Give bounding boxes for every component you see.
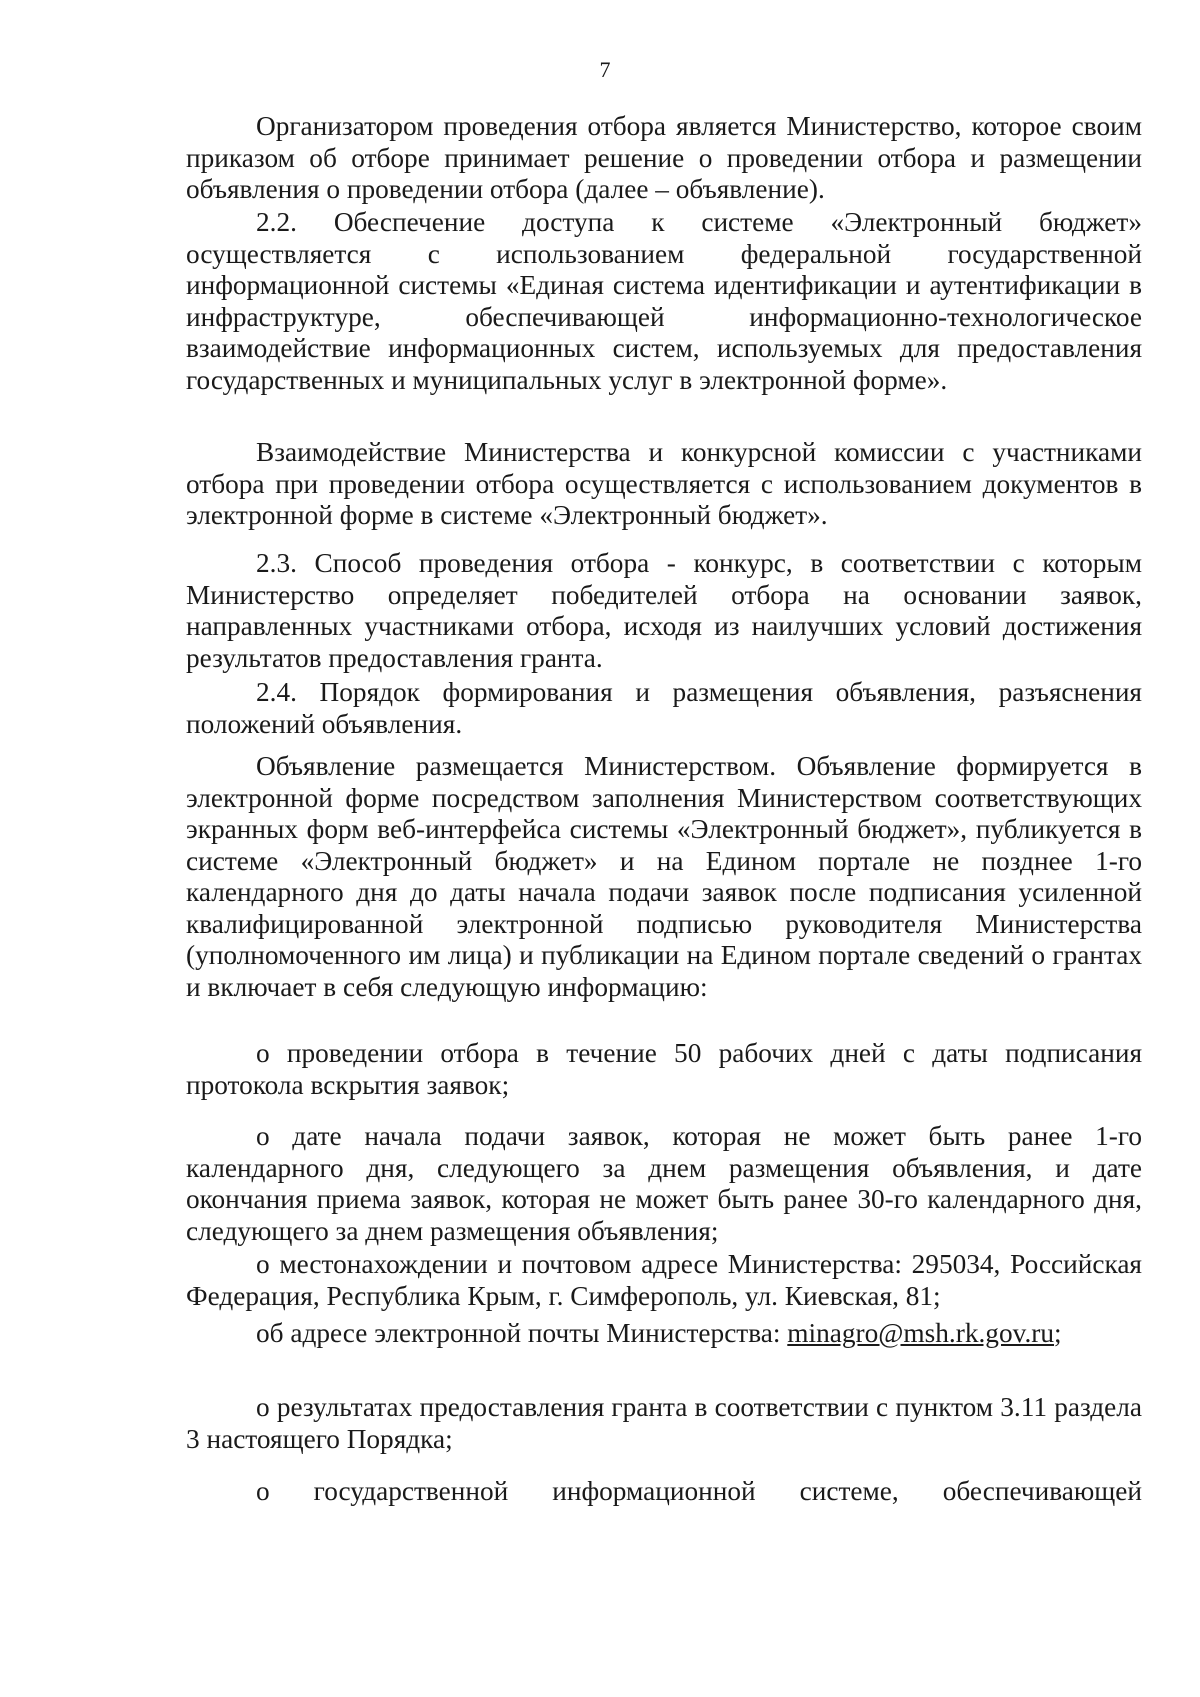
list-item-results: о результатах предоставления гранта в соответствии с пунктом 3.11 раздела 3 настоящего Порядка; <box>186 1392 1142 1454</box>
list-item-conduct: о проведении отбора в течение 50 рабочих дней с даты подписания протокола вскрытия заявок; <box>186 1038 1142 1100</box>
paragraph-2-4: 2.4. Порядок формирования и размещения объявления, разъяснения положений объявления. <box>186 677 1142 739</box>
paragraph-2-2: 2.2. Обеспечение доступа к системе «Электронный бюджет» осуществляется с использованием федеральной государственной информационной системы «Единая система идентификации и аутентификации в инфраструктуре, обеспечивающей информационно-технологическое взаимодействие информационных систем, используемых для предоставления государственных и муниципальных услуг в электронной форме». <box>186 207 1142 395</box>
list-item-info-system: о государственной информационной системе, обеспечивающей <box>256 1476 1142 1506</box>
list-item-dates: о дате начала подачи заявок, которая не может быть ранее 1-го календарного дня, следующего за днем размещения объявления, и дате окончания приема заявок, которая не может быть ранее 30-го календарного дня, следующего за днем размещения объявления; <box>186 1121 1142 1246</box>
page-number: 7 <box>599 57 611 82</box>
paragraph-organizer: Организатором проведения отбора является Министерство, которое своим приказом об отборе принимает решение о проведении отбора и размещении объявления о проведении отбора (далее – объявление). <box>186 111 1142 204</box>
paragraph-2-3: 2.3. Способ проведения отбора - конкурс, в соответствии с которым Министерство определяет победителей отбора на основании заявок, направленных участниками отбора, исходя из наилучших условий достижения результатов предоставления гранта. <box>186 548 1142 673</box>
paragraph-announcement: Объявление размещается Министерством. Объявление формируется в электронной форме посредством заполнения Министерством соответствующих экранных форм веб-интерфейса системы «Электронный бюджет», публикуется в системе «Электронный бюджет» и на Едином портале не позднее 1-го календарного дня до даты начала подачи заявок после подписания усиленной квалифицированной электронной подписью руководителя Министерства (уполномоченного им лица) и публикации на Едином портале сведений о грантах и включает в себя следующую информацию: <box>186 751 1142 1002</box>
paragraph-interaction: Взаимодействие Министерства и конкурсной комиссии с участниками отбора при проведении отбора осуществляется с использованием документов в электронной форме в системе «Электронный бюджет». <box>186 437 1142 530</box>
email-suffix: ; <box>1054 1318 1062 1348</box>
list-item-email <box>186 1318 1142 1350</box>
email-link[interactable]: minagro@msh.rk.gov.ru <box>787 1318 1055 1348</box>
email-prefix: об адресе электронной почты Министерства: <box>256 1318 788 1348</box>
list-item-address: о местонахождении и почтовом адресе Министерства: 295034, Российская Федерация, Республика Крым, г. Симферополь, ул. Киевская, 81; <box>186 1249 1142 1311</box>
